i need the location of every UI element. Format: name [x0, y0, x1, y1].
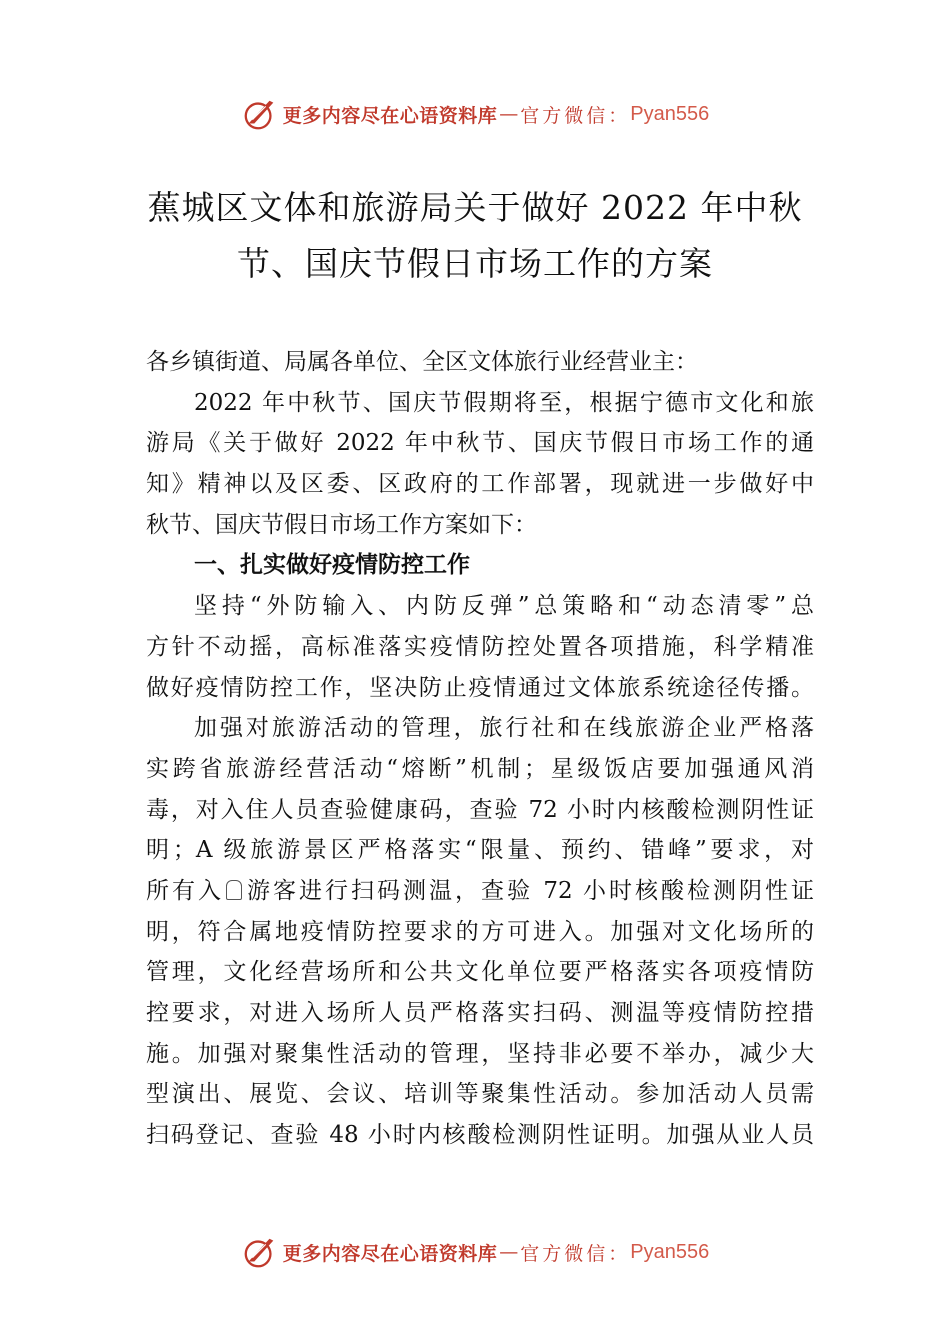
- paragraph-line: 方针不动摇，高标准落实疫情防控处置各项措施，科学精准: [146, 633, 814, 660]
- watermark-separator: —: [499, 1241, 519, 1263]
- paragraph-line: 明，符合属地疫情防控要求的方可进入。加强对文化场所的: [146, 918, 814, 945]
- line-segment: 所有入: [146, 877, 225, 904]
- paragraph-line: 毒，对入住人员查验健康码，查验 72 小时内核酸检测阴性证: [146, 796, 814, 823]
- document-body: [146, 342, 814, 1156]
- intro-line: 2022 年中秋节、国庆节假期将至，根据宁德市文化和旅: [194, 389, 814, 416]
- line-segment: 游客进行扫码测温，查验 72 小时核酸检测阴性证: [244, 877, 815, 904]
- watermark-wechat-label: 官方微信：: [520, 104, 631, 127]
- paragraph-line: [146, 871, 814, 912]
- intro-line: 游局《关于做好 2022 年中秋节、国庆节假日市场工作的通: [146, 430, 814, 457]
- missing-glyph-icon: [226, 880, 242, 900]
- paragraph-line: 明；A 级旅游景区严格落实“限量、预约、错峰”要求，对: [146, 837, 814, 864]
- quill-circle-logo-icon: [241, 1233, 279, 1271]
- section-heading: 一、扎实做好疫情防控工作: [194, 552, 470, 579]
- paragraph-line: 坚持“外防输入、内防反弹”总策略和“动态清零”总: [194, 593, 814, 620]
- paragraph-line: 施。加强对聚集性活动的管理，坚持非必要不举办，减少大: [146, 1040, 814, 1067]
- paragraph-line: 管理，文化经营场所和公共文化单位要严格落实各项疫情防: [146, 959, 814, 986]
- watermark-separator: —: [499, 103, 519, 125]
- watermark-wechat-id: Pyan556: [630, 102, 710, 125]
- salutation: 各乡镇街道、局属各单位、全区文体旅行业经营业主：: [146, 349, 698, 375]
- quill-circle-logo-icon: [241, 95, 279, 133]
- document-title: [120, 180, 830, 292]
- paragraph-line: 加强对旅游活动的管理，旅行社和在线旅游企业严格落: [194, 715, 814, 742]
- title-line: 节、国庆节假日市场工作的方案: [237, 244, 713, 283]
- watermark-wechat-label: 官方微信：: [520, 1242, 631, 1265]
- watermark-wechat-id: Pyan556: [630, 1240, 710, 1263]
- paragraph-line: 控要求，对进入场所人员严格落实扫码、测温等疫情防控措: [146, 1000, 814, 1026]
- paragraph-line: 实跨省旅游经营活动“熔断”机制；星级饭店要加强通风消: [146, 755, 814, 782]
- watermark-promo-text: 更多内容尽在心语资料库: [282, 1242, 498, 1265]
- intro-line: 知》精神以及区委、区政府的工作部署，现就进一步做好中: [146, 471, 814, 498]
- intro-line: 秋节、国庆节假日市场工作方案如下：: [146, 511, 537, 538]
- title-line: 蕉城区文体和旅游局关于做好 2022 年中秋: [147, 188, 803, 227]
- paragraph-line: 扫码登记、查验 48 小时内核酸检测阴性证明。加强从业人员: [146, 1122, 814, 1149]
- watermark-promo-text: 更多内容尽在心语资料库: [282, 104, 498, 127]
- watermark-banner-top: [0, 92, 950, 136]
- paragraph-line: 型演出、展览、会议、培训等聚集性活动。参加活动人员需: [146, 1081, 814, 1108]
- watermark-banner-bottom: [0, 1230, 950, 1274]
- paragraph-line: 做好疫情防控工作，坚决防止疫情通过文体旅系统途径传播。: [146, 674, 814, 701]
